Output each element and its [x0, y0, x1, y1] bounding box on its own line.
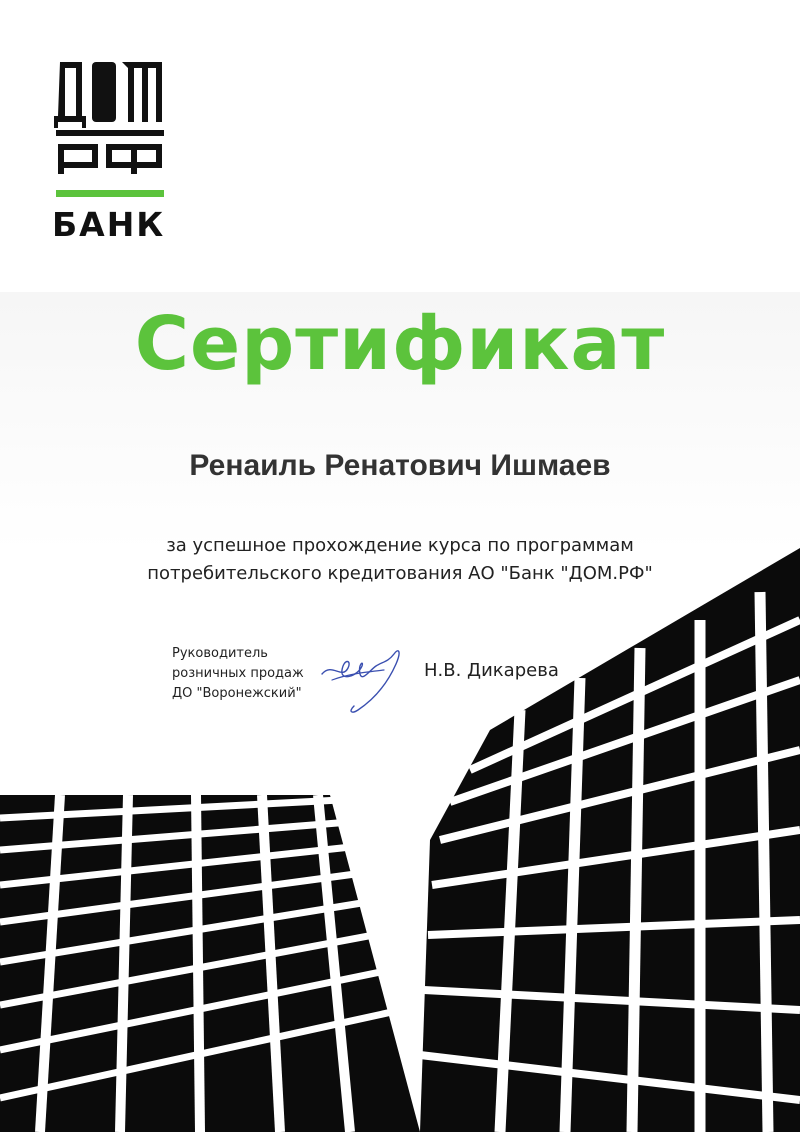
brand-name: БАНК — [52, 205, 166, 244]
recipient-name: Ренаиль Ренатович Ишмаев — [189, 449, 611, 482]
certificate-title: Сертификат — [134, 301, 666, 387]
signer-position-line: розничных продаж — [172, 666, 304, 681]
handwritten-signature — [318, 640, 408, 720]
skyscraper-illustration — [0, 540, 800, 1132]
description-line: за успешное прохождение курса по программам — [166, 535, 634, 556]
signer-name: Н.В. Дикарева — [424, 660, 559, 681]
signer-position-line: ДО "Воронежский" — [172, 686, 302, 701]
description-line: потребительского кредитования АО "Банк "ДОМ.РФ" — [147, 563, 653, 584]
signer-position-line: Руководитель — [172, 646, 268, 661]
certificate-description — [0, 532, 800, 588]
signer-position — [172, 644, 332, 704]
